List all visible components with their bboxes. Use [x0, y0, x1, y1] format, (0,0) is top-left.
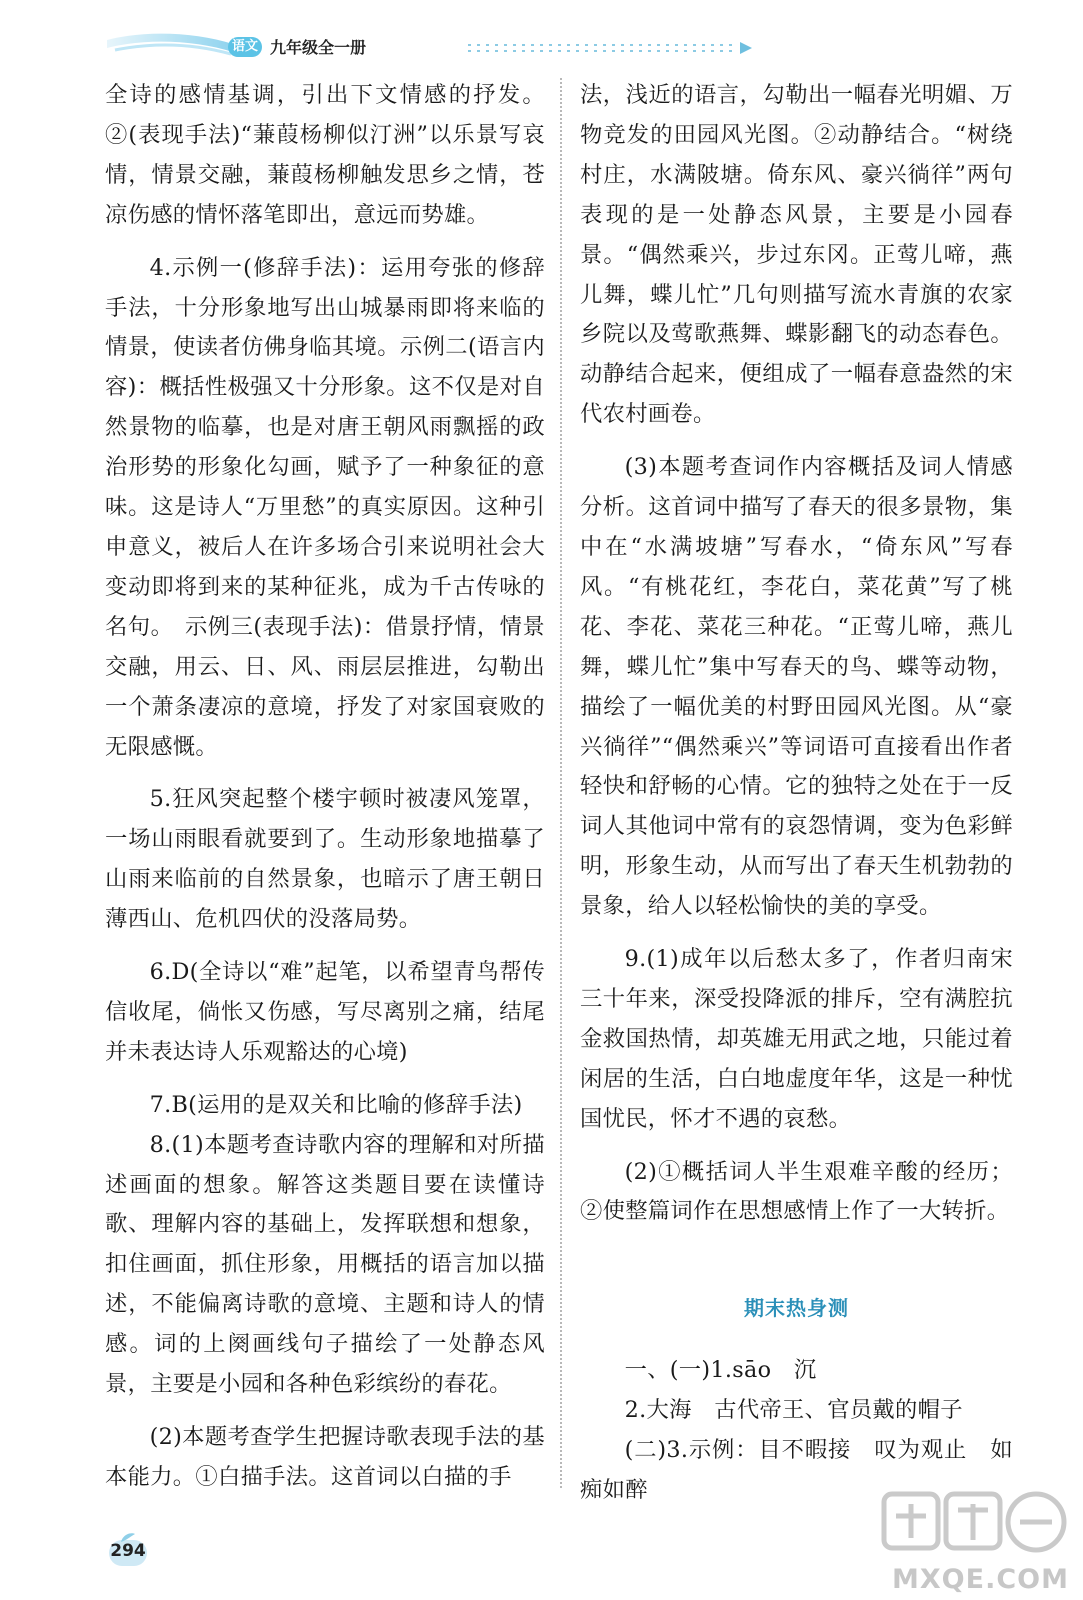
section-item: 2.大海 古代帝王、官员戴的帽子 — [624, 1397, 963, 1424]
answer-8-2: (2)本题考查学生把握诗歌表现手法的基本能力。①白描手法。这首词以白描的手 — [105, 1424, 545, 1490]
answer-7: 7.B(运用的是双关和比喻的修辞手法) — [149, 1091, 523, 1118]
header-swoosh-decoration — [105, 26, 235, 62]
section-title: 期末热身测 — [744, 1296, 849, 1321]
paragraph: 全诗的感情基调，引出下文情感的抒发。②(表现手法)“蒹葭杨柳似汀洲”以乐景写哀情，情景交融，蒹葭杨柳触发思乡之情，苍凉伤感的情怀落笔即出，意远而势雄。 — [105, 82, 545, 228]
watermark-text: MXQE.COM — [892, 1564, 1069, 1595]
answer-6: 6.D(全诗以“难”起笔，以希望青鸟帮传信收尾，倘怅又伤感，写尽离别之痛，结尾并未表达诗人乐观豁达的心境) — [105, 959, 545, 1065]
page-number: 294 — [110, 1541, 146, 1561]
left-column — [105, 76, 545, 1498]
column-divider — [560, 78, 562, 1488]
answer-9-2: (2)①概括词人半生艰难辛酸的经历；②使整篇词作在思想感情上作了一大转折。 — [580, 1158, 1013, 1225]
page-header — [0, 0, 1083, 60]
watermark-logo — [880, 1486, 1070, 1566]
paragraph: 法，浅近的语言，勾勒出一幅春光明媚、万物竞发的田园风光图。②动静结合。“树绕村庄，水满陂塘。倚东风、豪兴徜徉”两句表现的是一处静态风景，主要是小园春景。“偶然乘兴，步过东冈。正莺儿啼，燕儿舞，蝶儿忙”几句则描写流水青旗的农家乡院以及莺歌燕舞、蝶影翻飞的动态春色。动静结合起来，便组成了一幅春意盎然的宋代农村画卷。 — [580, 82, 1013, 428]
answer-4: 4.示例一(修辞手法)：运用夸张的修辞手法，十分形象地写出山城暴雨即将来临的情景，使读者仿佛身临其境。示例二(语言内容)：概括性极强又十分形象。这不仅是对自然景物的临摹，也是对唐王朝风雨飘摇的政治形势的形象化勾画，赋予了一种象征的意味。这是诗人“万里愁”的真实原因。这种引申意义，被后人在许多场合引来说明社会大变动即将到来的某种征兆，成为千古传咏的名句。 示例三(表现手法)：借景抒情，情景交融，用云、日、风、雨层层推进，勾勒出一个萧条凄凉的意境，抒发了对家国衰败的无限感慨。 — [105, 254, 545, 760]
answer-8-3: (3)本题考查词作内容概括及词人情感分析。这首词中描写了春天的很多景物，集中在“水满坡塘”写春水，“倚东风”写春风。“有桃花红，李花白，菜花黄”写了桃花、李花、菜花三种花。“正莺儿啼，燕儿舞，蝶儿忙”集中写春天的鸟、蝶等动物，描绘了一幅优美的村野田园风光图。从“豪兴徜徉”“偶然乘兴”等词语可直接看出作者轻快和舒畅的心情。它的独特之处在于一反词人其他词中常有的哀怨情调，变为色彩鲜明，形象生动，从而写出了春天生机勃勃的景象，给人以轻松愉快的美的享受。 — [580, 454, 1013, 920]
page-number-badge — [103, 1532, 149, 1568]
answer-9-1: 9.(1)成年以后愁太多了，作者归南宋三十年来，深受投降派的排斥，空有满腔抗金救国热情，却英雄无用武之地，只能过着闲居的生活，白白地虚度年华，这是一种忧国忧民，怀才不遇的哀愁。 — [580, 946, 1013, 1132]
grade-label: 九年级全一册 — [270, 38, 367, 57]
section-item: 一、(一)1.sāo 沉 — [624, 1357, 817, 1384]
header-dotted-arrow — [468, 41, 758, 55]
right-column — [580, 76, 1013, 1511]
answer-8-1: 8.(1)本题考查诗歌内容的理解和对所描述画面的想象。解答这类题目要在读懂诗歌、理解内容的基础上，发挥联想和想象，扣住画面，抓住形象，用概括的语言加以描述，不能偏离诗歌的意境、主题和诗人的情感。词的上阕画线句子描绘了一处静态风景，主要是小园和各种色彩缤纷的春花。 — [105, 1131, 545, 1398]
subject-badge: 语文 — [228, 37, 262, 57]
answer-5: 5.狂风突起整个楼宇顿时被凄风笼罩，一场山雨眼看就要到了。生动形象地描摹了山雨来临前的自然景象，也暗示了唐王朝日薄西山、危机四伏的没落局势。 — [105, 786, 545, 933]
section-item: (二)3.示例：目不暇接 叹为观止 如痴如醉 — [580, 1437, 1013, 1503]
watermark — [880, 1486, 1070, 1596]
